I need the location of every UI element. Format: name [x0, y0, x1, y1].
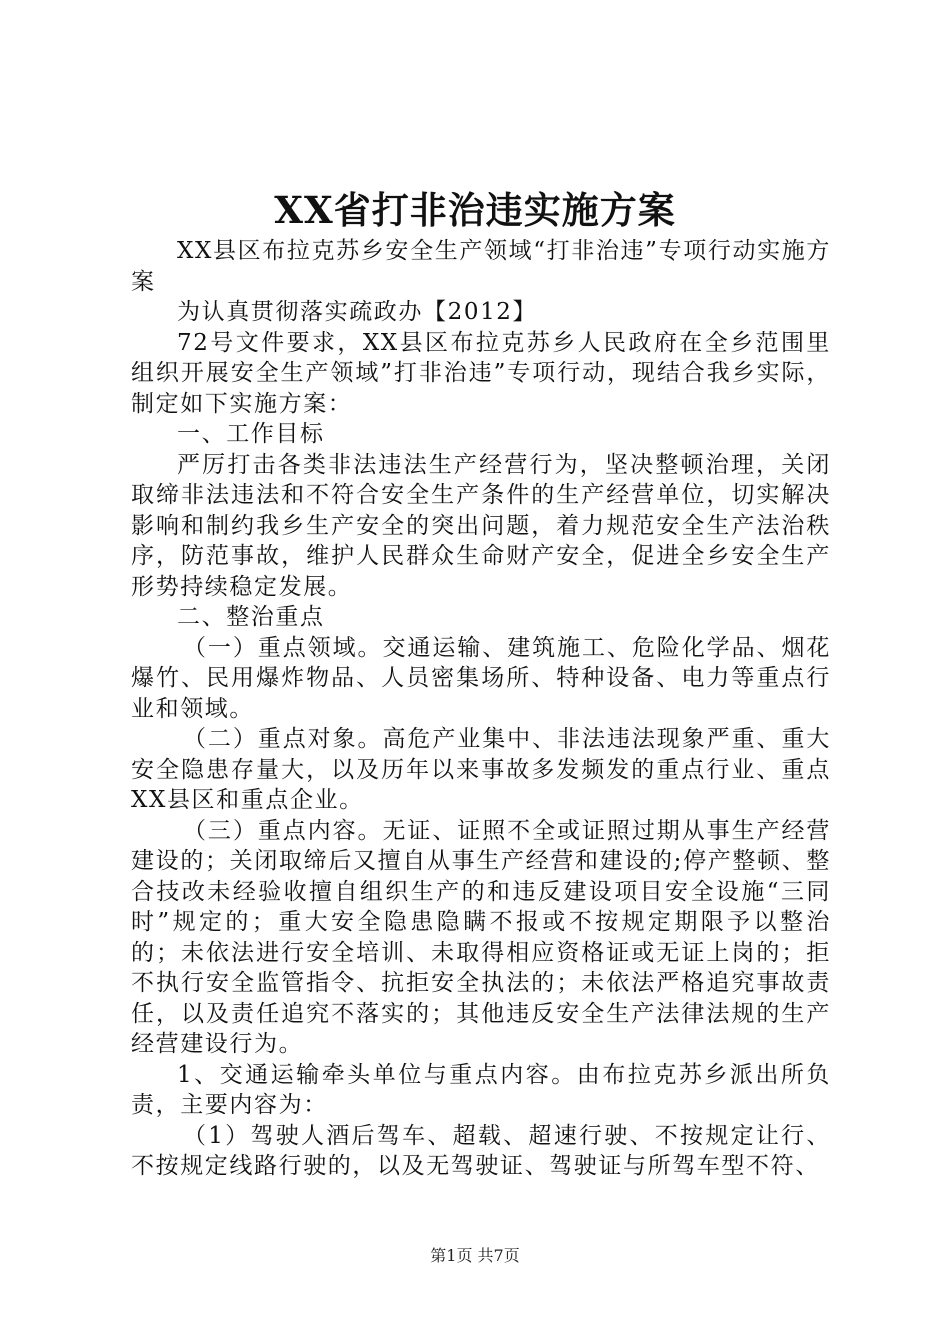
paragraph-intro: 为认真贯彻落实疏政办【2012】: [177, 299, 538, 325]
paragraph-traffic-lead: 1、交通运输牵头单位与重点内容。由布拉克苏乡派出所负责，主要内容为：: [131, 1061, 831, 1118]
page-number-footer: 第1页 共7页: [430, 1246, 520, 1265]
paragraph-focus-content: （三）重点内容。无证、证照不全或证照过期从事生产经营建设的；关闭取缔后又擅自从事生产经营和建设的;停产整顿、整合技改未经验收擅自组织生产的和违反建设项目安全设施“三同时”规定的；重大安全隐患隐瞒不报或不按规定期限予以整治的；未依法进行安全培训、未取得相应资格证或无证上岗的；拒不执行安全监管指令、抗拒安全执法的；未依法严格追究事故责任，以及责任追究不落实的；其他违反安全生产法律法规的生产经营建设行为。: [131, 817, 831, 1057]
paragraph-focus-areas: （一）重点领域。交通运输、建筑施工、危险化学品、烟花爆竹、民用爆炸物品、人员密集场所、特种设备、电力等重点行业和领域。: [131, 634, 831, 722]
paragraph-traffic-item-1: （1）驾驶人酒后驾车、超载、超速行驶、不按规定让行、不按规定线路行驶的，以及无驾驶证、驾驶证与所驾车型不符、: [131, 1122, 831, 1179]
paragraph-goals: 严厉打击各类非法违法生产经营行为，坚决整顿治理，关闭取缔非法违法和不符合安全生产条件的生产经营单位，切实解决影响和制约我乡生产安全的突出问题，着力规范安全生产法治秩序，防范事故，维护人民群众生命财产安全，促进全乡安全生产形势持续稳定发展。: [131, 451, 831, 600]
paragraph-intro-continued: 72号文件要求，XX县区布拉克苏乡人民政府在全乡范围里组织开展安全生产领域”打非治违”专项行动，现结合我乡实际，制定如下实施方案：: [131, 329, 831, 417]
section-heading-goals: 一、工作目标: [177, 421, 325, 447]
document-body: [131, 236, 831, 1182]
paragraph-focus-targets: （二）重点对象。高危产业集中、非法违法现象严重、重大安全隐患存量大，以及历年以来事故多发频发的重点行业、重点XX县区和重点企业。: [131, 726, 831, 813]
paragraph-subtitle: XX县区布拉克苏乡安全生产领域“打非治违”专项行动实施方案: [131, 238, 831, 295]
document-title: XX省打非治违实施方案: [274, 188, 676, 232]
section-heading-focus: 二、整治重点: [177, 604, 325, 630]
